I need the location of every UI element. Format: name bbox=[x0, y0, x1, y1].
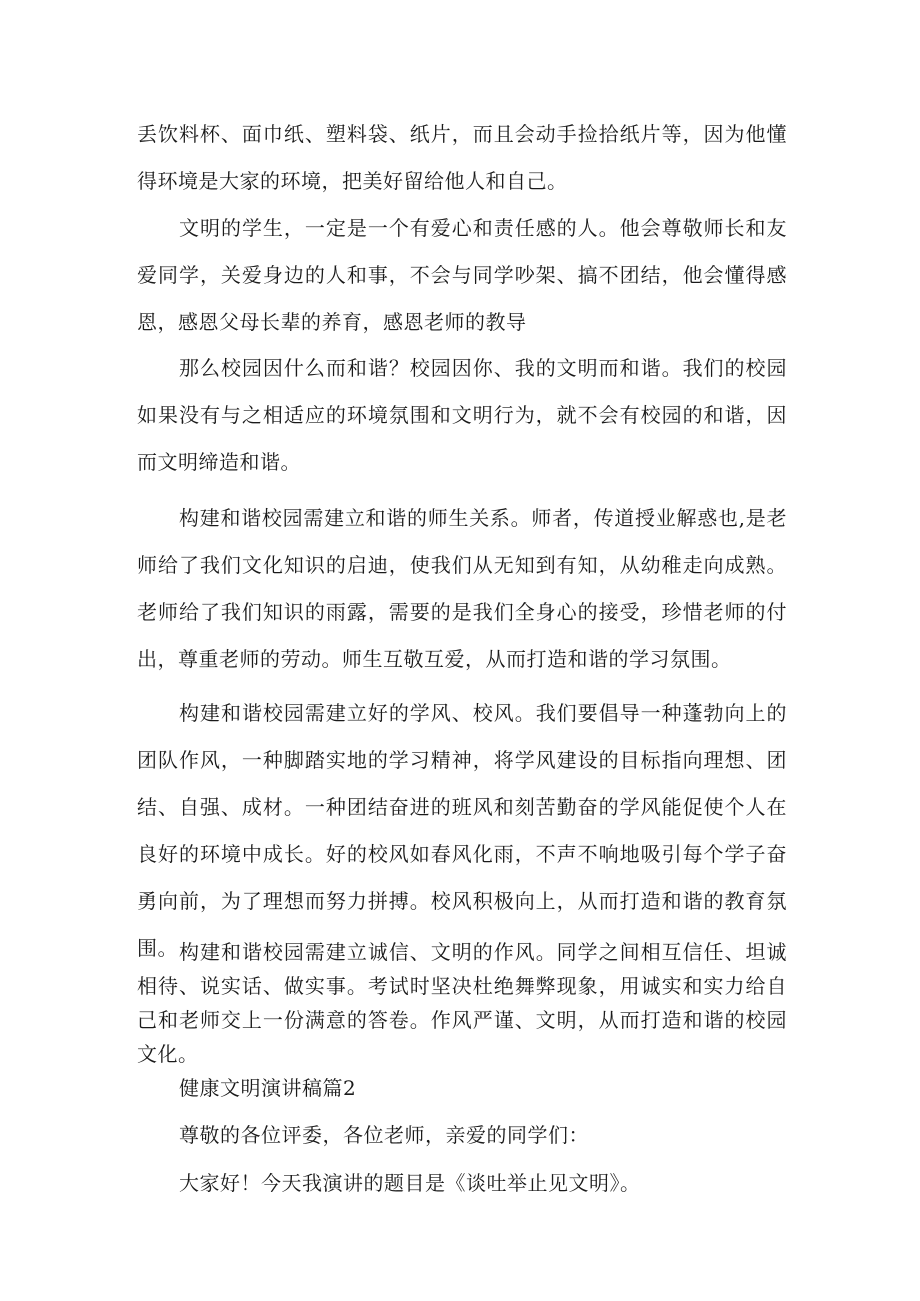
paragraph-study-style: 构建和谐校园需建立好的学风、校风。我们要倡导一种蓬勃向上的团队作风，一种脚踏实地的学习精神，将学风建设的目标指向理想、团结、自强、成材。一种团结奋进的班风和刻苦勤奋的学风能促使个人在良好的环境中成长。好的校风如春风化雨，不声不响地吸引每个学子奋勇向前，为了理想而努力拼搏。校风积极向上，从而打造和谐的教育氛围。 bbox=[137, 701, 787, 960]
paragraph-civilized-student: 文明的学生，一定是一个有爱心和责任感的人。他会尊敬师长和友爱同学，关爱身边的人和事，不会与同学吵架、搞不团结，他会懂得感恩，感恩父母长辈的养育，感恩老师的教导 bbox=[137, 216, 787, 334]
salutation: 尊敬的各位评委，各位老师，亲爱的同学们： bbox=[179, 1123, 589, 1147]
greeting: 大家好！今天我演讲的题目是《谈吐举止见文明》。 bbox=[179, 1171, 641, 1195]
paragraph-integrity: 构建和谐校园需建立诚信、文明的作风。同学之间相互信任、坦诚相待、说实话、做实事。考试时坚决杜绝舞弊现象，用诚实和实力给自己和老师交上一份满意的答卷。作风严谨、文明，从而打造和谐的校园文化。 bbox=[137, 940, 787, 1066]
paragraph-teacher-student: 构建和谐校园需建立和谐的师生关系。师者，传道授业解惑也,是老师给了我们文化知识的启迪，使我们从无知到有知，从幼稚走向成熟。老师给了我们知识的雨露，需要的是我们全身心的接受，珍惜老师的付出，尊重老师的劳动。师生互敬互爱，从而打造和谐的学习氛围。 bbox=[137, 506, 787, 671]
section-title: 健康文明演讲稿篇2 bbox=[179, 1076, 357, 1100]
paragraph-environment: 丢饮料杯、面巾纸、塑料袋、纸片，而且会动手捡拾纸片等，因为他懂得环境是大家的环境，把美好留给他人和自己。 bbox=[137, 122, 787, 193]
paragraph-campus-harmony: 那么校园因什么而和谐？校园因你、我的文明而和谐。我们的校园如果没有与之相适应的环境氛围和文明行为，就不会有校园的和谐，因而文明缔造和谐。 bbox=[137, 356, 787, 474]
